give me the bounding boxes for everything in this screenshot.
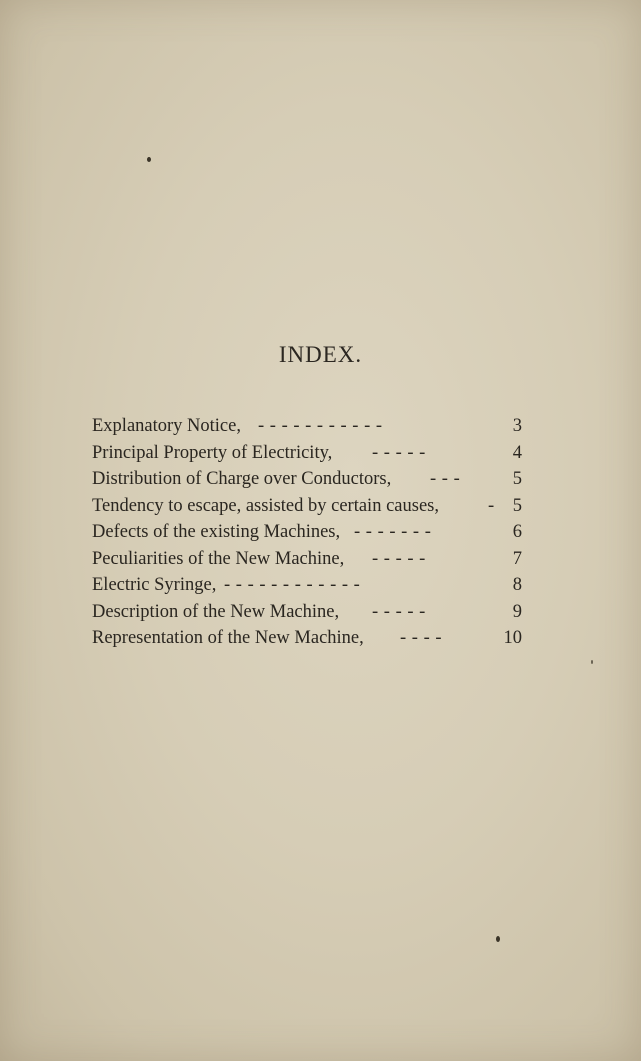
- entry-page-number: 5: [512, 469, 522, 489]
- entry-leader: - - - - - - - - - - -: [258, 416, 383, 436]
- entry-leader: - - - - -: [372, 442, 426, 463]
- index-entry: [92, 599, 530, 626]
- entry-label: Principal Property of Electricity,: [92, 442, 333, 463]
- entry-page-number: 5: [512, 495, 522, 516]
- index-entry: [92, 493, 530, 520]
- entry-leader: - - - - - - - - - - - -: [224, 575, 361, 595]
- entry-label: Description of the New Machine,: [92, 601, 340, 622]
- entry-leader: - - - -: [400, 628, 443, 648]
- entry-leader: - - - - -: [372, 548, 426, 569]
- index-entry: [92, 413, 530, 440]
- entry-label: Representation of the New Machine,: [92, 628, 364, 648]
- entry-leader: - - - - - - -: [354, 522, 432, 542]
- index-entry: [92, 440, 530, 467]
- entry-leader: - - -: [430, 469, 461, 489]
- entry-label: Explanatory Notice,: [92, 416, 241, 436]
- entry-page-number: 4: [512, 442, 522, 463]
- ink-speck: [496, 936, 500, 942]
- index-entry: [92, 572, 530, 599]
- entry-label: Defects of the existing Machines,: [92, 522, 341, 542]
- entry-page-number: 7: [512, 548, 522, 569]
- index-entry: [92, 625, 530, 652]
- entry-page-number: 9: [512, 601, 522, 622]
- entry-label: Electric Syringe,: [92, 575, 217, 595]
- entry-page-number: 10: [503, 628, 522, 648]
- entry-leader: -: [488, 495, 495, 516]
- ink-speck: [147, 157, 151, 162]
- ink-speck: [591, 660, 593, 664]
- index-entry: [92, 546, 530, 573]
- entry-leader: - - - - -: [372, 601, 426, 622]
- entry-label: Distribution of Charge over Conductors,: [92, 469, 392, 489]
- index-list: [92, 413, 530, 652]
- entry-page-number: 8: [512, 575, 522, 595]
- index-entry: [92, 466, 530, 493]
- entry-label: Tendency to escape, assisted by certain causes,: [92, 495, 439, 516]
- entry-page-number: 6: [512, 522, 522, 542]
- entry-page-number: 3: [512, 416, 522, 436]
- index-entry: [92, 519, 530, 546]
- entry-label: Peculiarities of the New Machine,: [92, 548, 345, 569]
- page-title: INDEX.: [278, 342, 363, 367]
